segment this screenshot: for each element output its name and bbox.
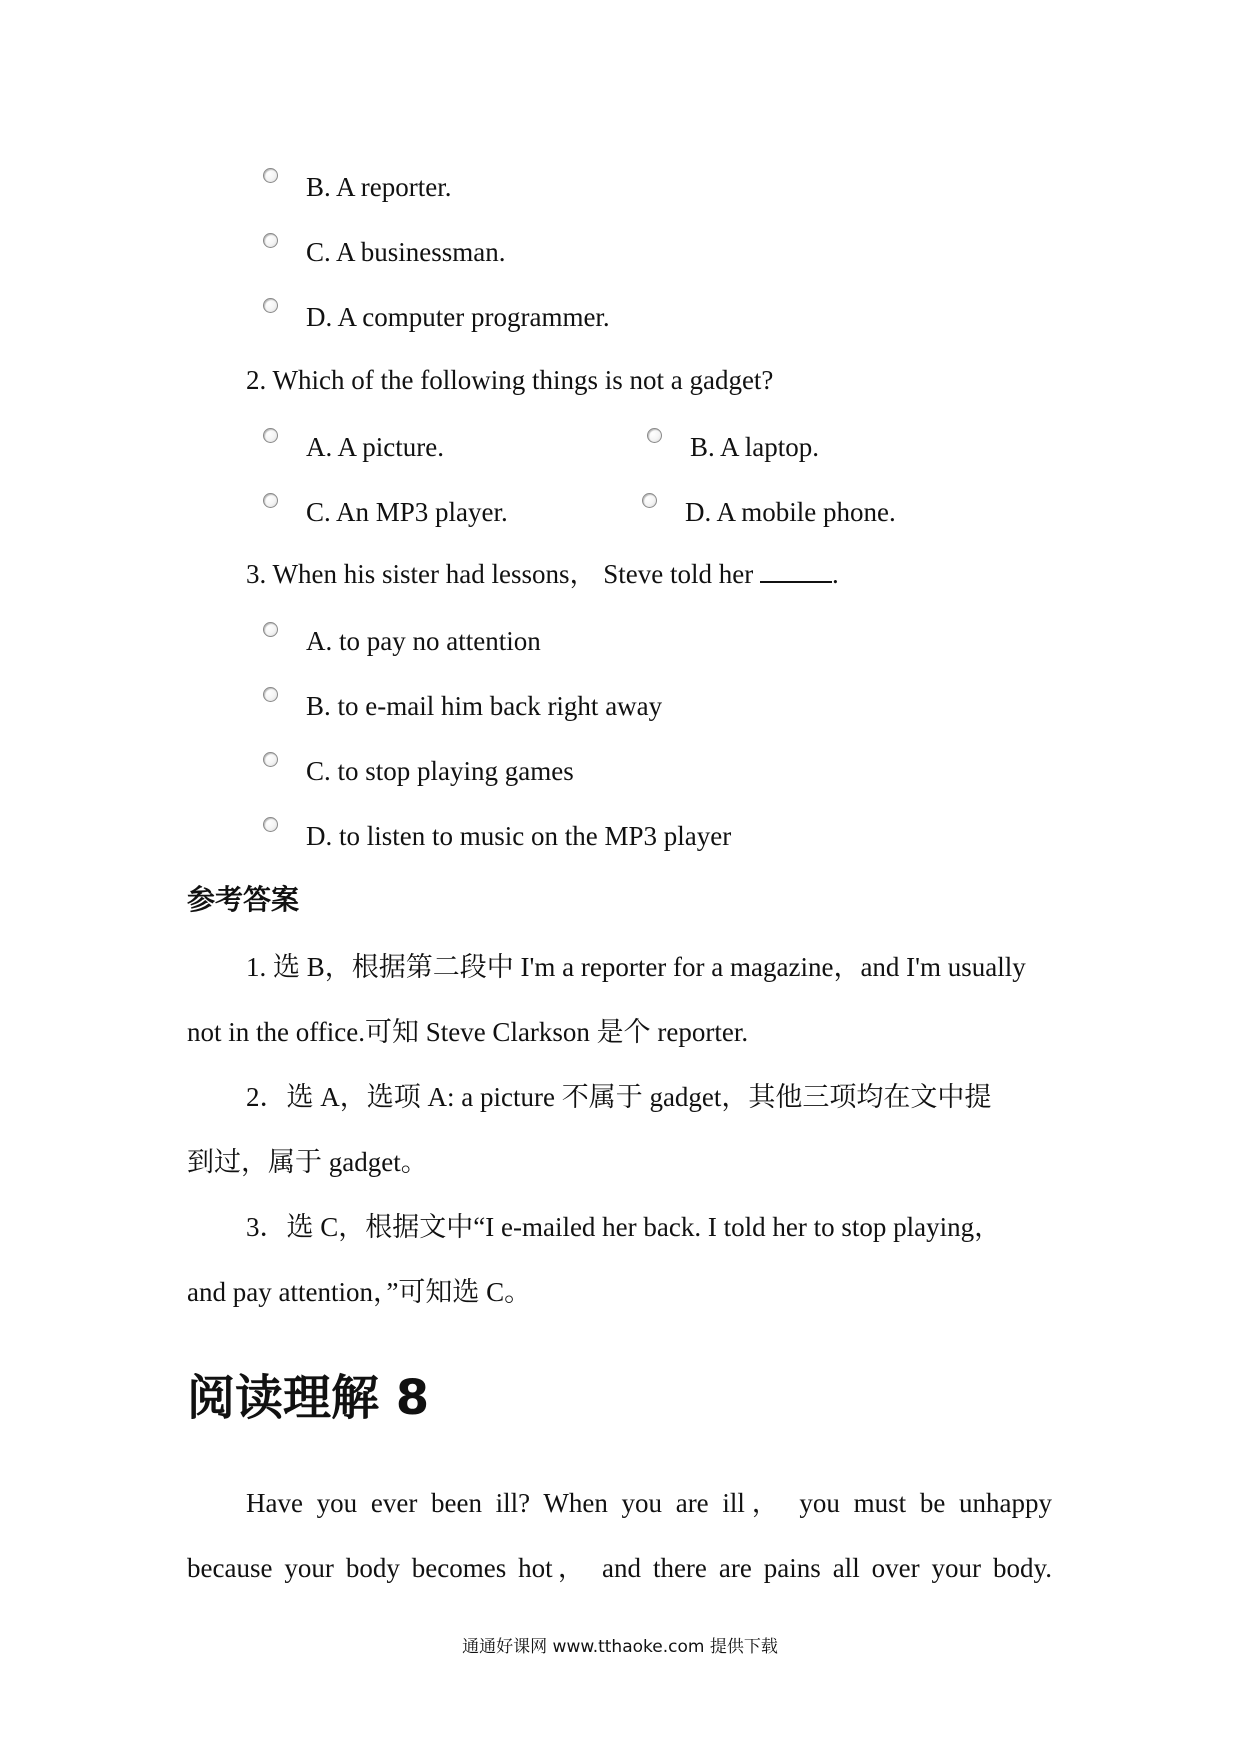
q3-option-b-label: B. to e-mail him back right away (306, 691, 663, 721)
radio-icon[interactable] (263, 493, 278, 508)
answer-1-line-1: 1. 选 B，根据第二段中 I'm a reporter for a magazine，and I'm usually (246, 952, 1026, 982)
paragraph-line-1: Have you ever been ill? When you are ill， you must be unhappy (246, 1488, 1052, 1518)
radio-icon[interactable] (263, 298, 278, 313)
q2-option-a-label: A. A picture. (306, 432, 444, 462)
radio-icon[interactable] (263, 687, 278, 702)
q3-option-d-label: D. to listen to music on the MP3 player (306, 821, 732, 851)
radio-icon[interactable] (263, 233, 278, 248)
page-footer: 通通好课网 www.tthaoke.com 提供下载 (462, 1637, 778, 1657)
answers-label: 参考答案 (187, 883, 300, 916)
q2-option-a[interactable] (263, 430, 444, 464)
answer-3-line-1: 3．选 C，根据文中“I e-mailed her back. I told her to stop playing， (246, 1212, 1002, 1242)
q3-question (246, 557, 839, 591)
answer-3-line-2: and pay attention，”可知选 C。 (187, 1277, 532, 1307)
q1-option-b-label: B. A reporter. (306, 172, 452, 202)
radio-icon[interactable] (263, 817, 278, 832)
q2-question: 2. Which of the following things is not a gadget? (246, 365, 774, 395)
radio-icon[interactable] (263, 622, 278, 637)
q2-option-d[interactable] (642, 495, 896, 529)
radio-icon[interactable] (647, 428, 662, 443)
q1-option-d[interactable] (263, 300, 610, 334)
q1-option-c-label: C. A businessman. (306, 237, 506, 267)
paragraph-line-2: because your body becomes hot， and there are pains all over your body. (187, 1553, 1052, 1583)
q3-option-a[interactable] (263, 624, 541, 658)
answer-1-line-2: not in the office.可知 Steve Clarkson 是个 reporter. (187, 1017, 749, 1047)
q3-question-end: . (831, 559, 839, 589)
q3-option-c[interactable] (263, 754, 574, 788)
answer-2-line-1: 2．选 A，选项 A: a picture 不属于 gadget，其他三项均在文中提 (246, 1082, 992, 1112)
q1-option-b[interactable] (263, 170, 451, 204)
q3-option-c-label: C. to stop playing games (306, 756, 574, 786)
q2-option-b[interactable] (647, 430, 819, 464)
q2-option-c-label: C. An MP3 player. (306, 497, 508, 527)
q3-option-a-label: A. to pay no attention (306, 626, 541, 656)
answer-2-line-2: 到过，属于 gadget。 (187, 1147, 428, 1177)
q2-option-c[interactable] (263, 495, 508, 529)
radio-icon[interactable] (263, 752, 278, 767)
radio-icon[interactable] (263, 428, 278, 443)
q2-option-b-label: B. A laptop. (690, 432, 820, 462)
q1-option-c[interactable] (263, 235, 506, 269)
q3-option-d[interactable] (263, 819, 731, 853)
answer-blank (760, 557, 832, 583)
q1-option-d-label: D. A computer programmer. (306, 302, 610, 332)
radio-icon[interactable] (263, 168, 278, 183)
section-heading: 阅读理解 8 (187, 1370, 430, 1426)
q3-question-text: 3. When his sister had lessons， Steve told her (246, 559, 754, 589)
q3-option-b[interactable] (263, 689, 662, 723)
radio-icon[interactable] (642, 493, 657, 508)
q2-option-d-label: D. A mobile phone. (685, 497, 896, 527)
